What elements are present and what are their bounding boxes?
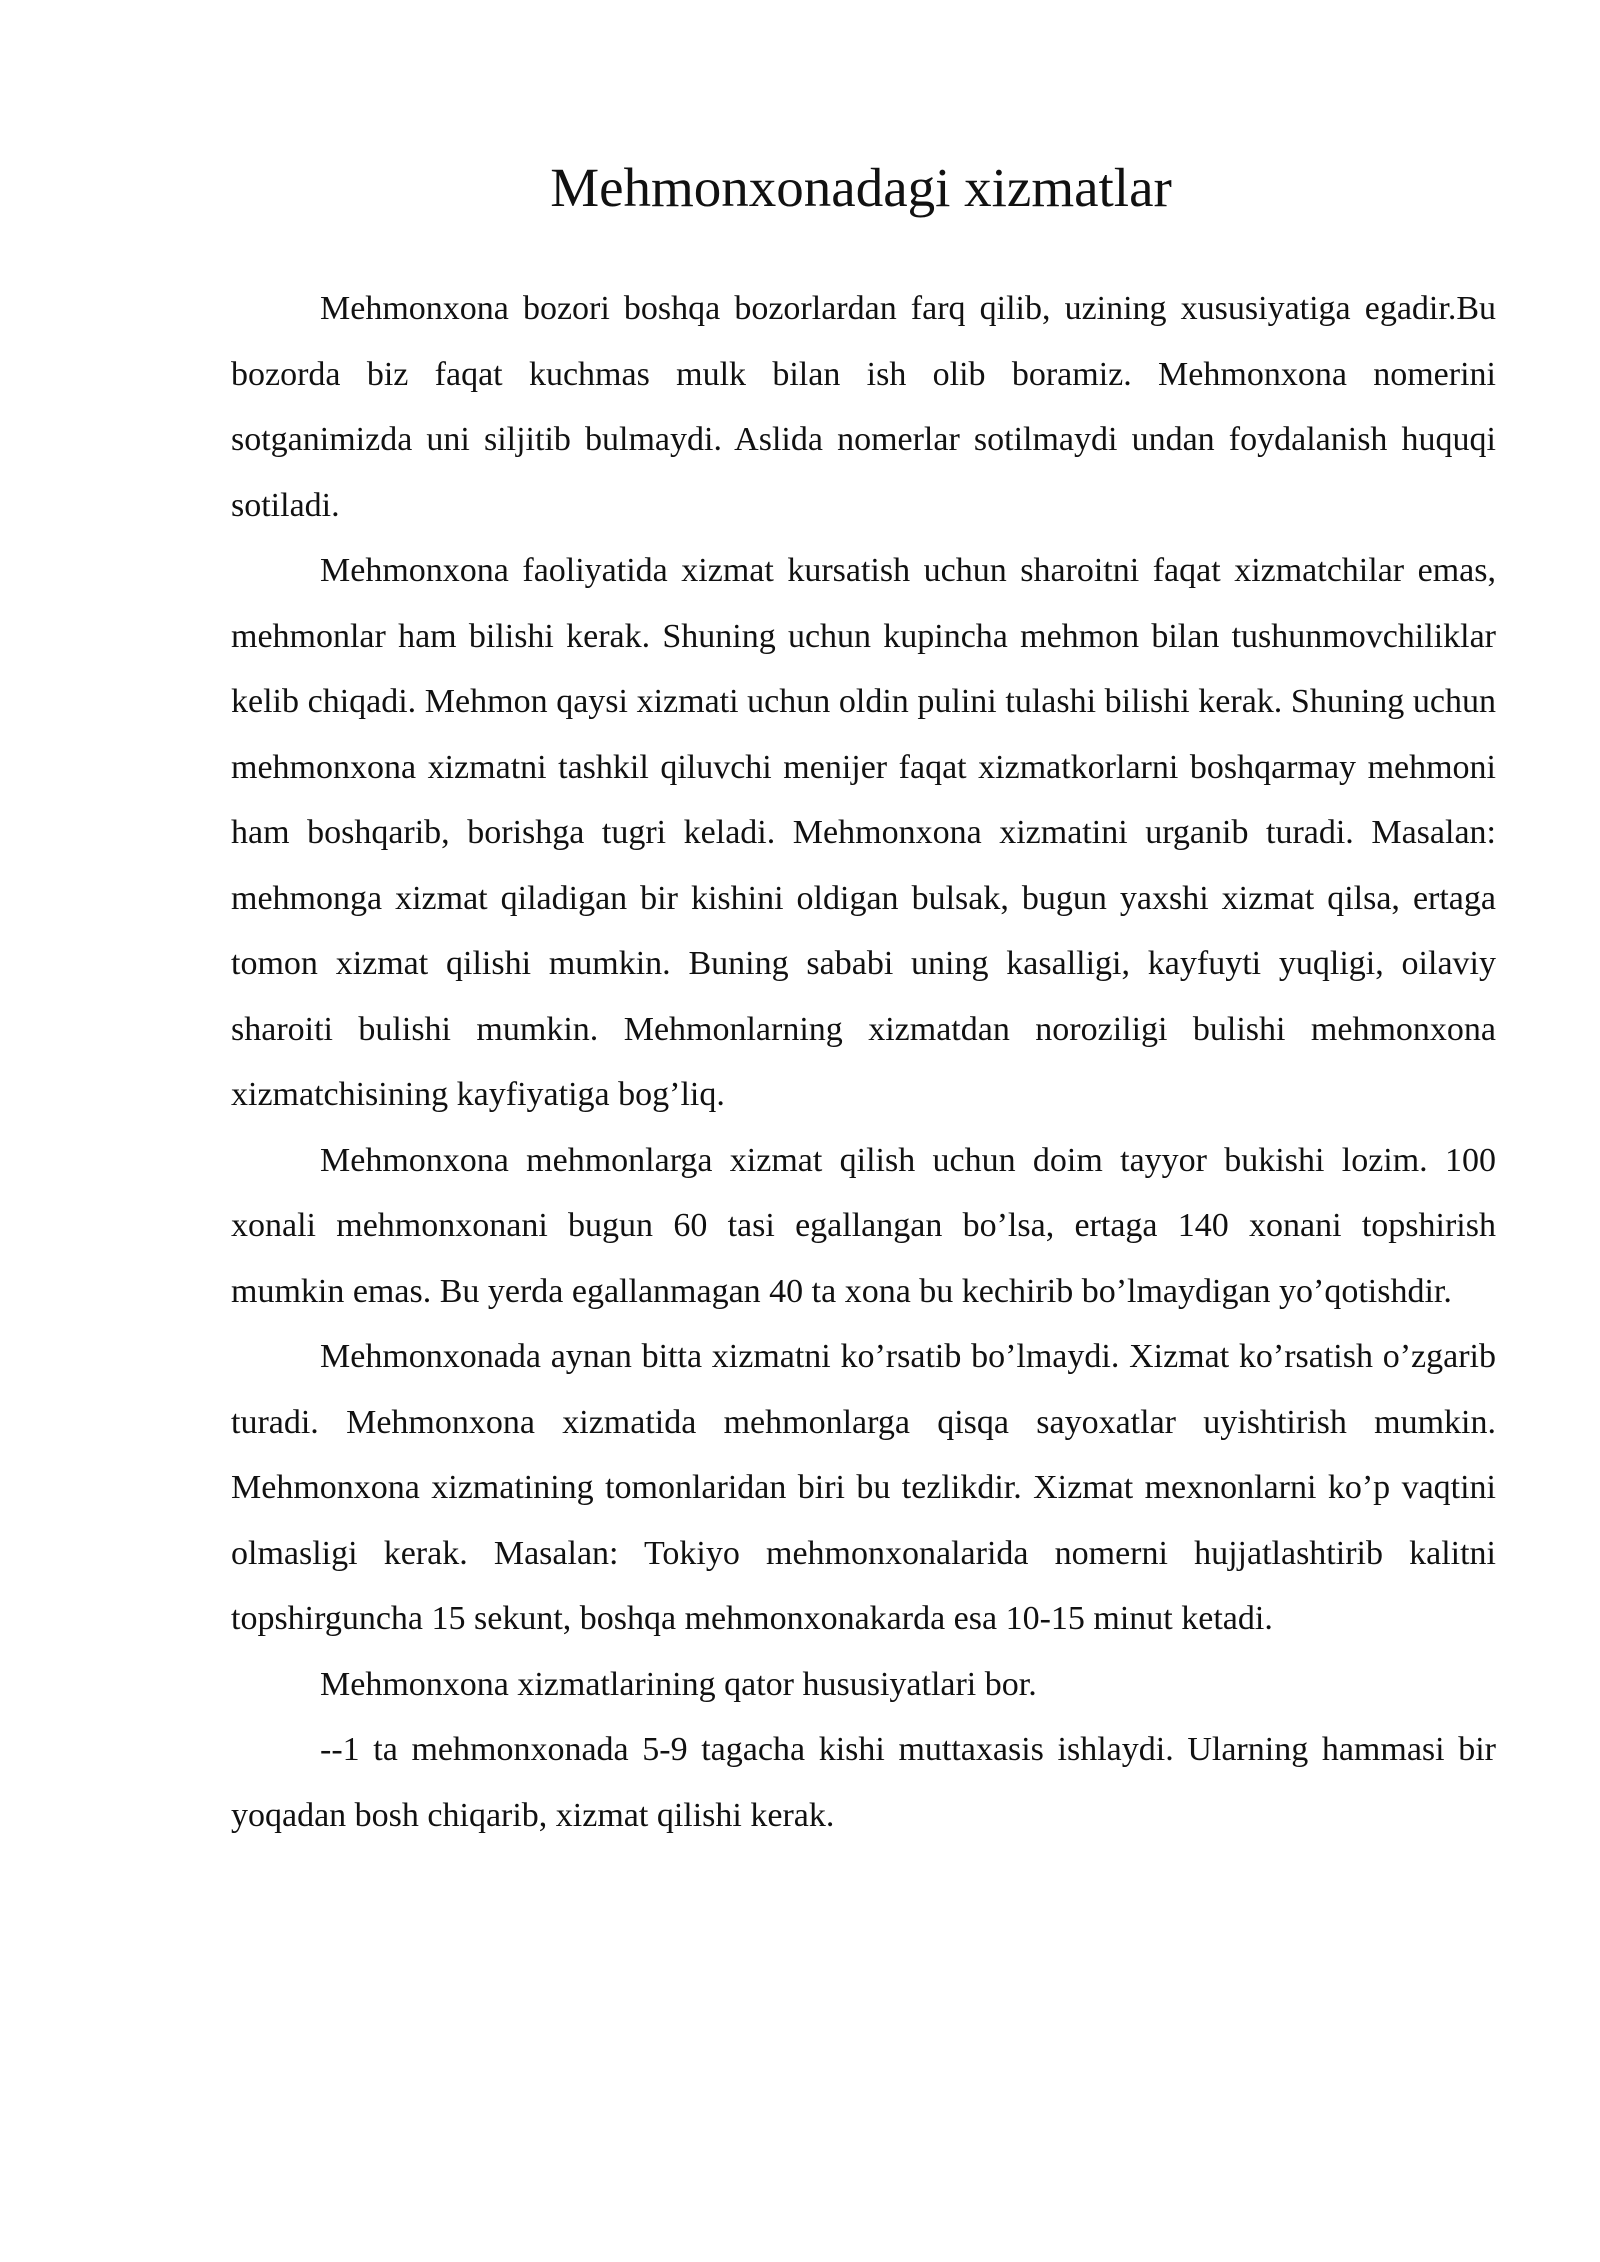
paragraph-3: Mehmonxona mehmonlarga xizmat qilish uchun doim tayyor bukishi lozim. 100 xonali mehmonxonani bugun 60 tasi egallangan bo’lsa, ertaga 140 xonani topshirish mumkin emas. Bu yerda egallanmagan 40 ta xona bu kechirib bo’lmaydigan yo’qotishdir. — [231, 1141, 1496, 1310]
document-title: Mehmonxonadagi xizmatlar — [550, 157, 1172, 218]
paragraph-1: Mehmonxona bozori boshqa bozorlardan farq qilib, uzining xususiyatiga egadir.Bu bozorda biz faqat kuchmas mulk bilan ish olib boramiz. Mehmonxona nomerini sotganimizda uni siljitib bulmaydi. Aslida nomerlar sotilmaydi undan foydalanish huquqi sotiladi. — [231, 290, 1496, 524]
paragraph-5: Mehmonxona xizmatlarining qator hususiyatlari bor. — [320, 1665, 1037, 1703]
paragraph-4: Mehmonxonada aynan bitta xizmatni ko’rsatib bo’lmaydi. Xizmat ko’rsatish o’zgarib turadi. Mehmonxona xizmatida mehmonlarga qisqa sayoxatlar uyishtirish mumkin. Mehmonxona xizmatining tomonlaridan biri bu tezlikdir. Xizmat mexnonlarni ko’p vaqtini olmasligi kerak. Masalan: Tokiyo mehmonxonalarida nomerni hujjatlashtirib kalitni topshirguncha 15 sekunt, boshqa mehmonxonakarda esa 10-15 minut ketadi. — [231, 1338, 1496, 1637]
paragraph-2: Mehmonxona faoliyatida xizmat kursatish uchun sharoitni faqat xizmatchilar emas, mehmonlar ham bilishi kerak. Shuning uchun kupincha mehmon bilan tushunmovchiliklar kelib chiqadi. Mehmon qaysi xizmati uchun oldin pulini tulashi bilishi kerak. Shuning uchun mehmonxona xizmatni tashkil qiluvchi menijer faqat xizmatkorlarni boshqarmay mehmoni ham boshqarib, borishga tugri keladi. Mehmonxona xizmatini urganib turadi. Masalan: mehmonga xizmat qiladigan bir kishini oldigan bulsak, bugun yaxshi xizmat qilsa, ertaga tomon xizmat qilishi mumkin. Buning sababi uning kasalligi, kayfuyti yuqligi, oilaviy sharoiti bulishi mumkin. Mehmonlarning xizmatdan noroziligi bulishi mehmonxona xizmatchisining kayfiyatiga bog’liq. — [231, 552, 1496, 1113]
document-body — [231, 276, 1496, 1848]
paragraph-6: --1 ta mehmonxonada 5-9 tagacha kishi muttaxasis ishlaydi. Ularning hammasi bir yoqadan bosh chiqarib, xizmat qilishi kerak. — [231, 1731, 1496, 1834]
